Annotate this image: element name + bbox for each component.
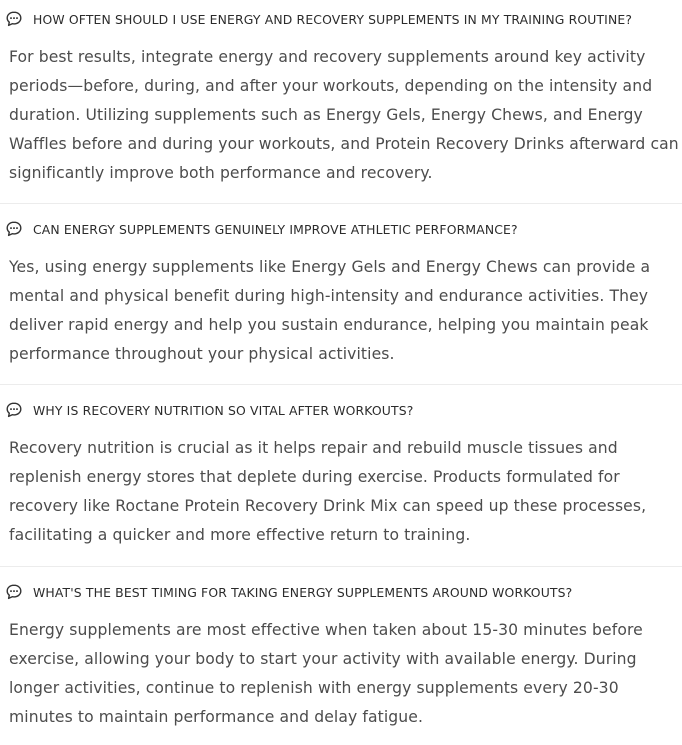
chat-bubble-icon	[5, 401, 23, 419]
faq-item	[0, 204, 682, 385]
chat-bubble-icon	[5, 10, 23, 28]
faq-question-text: CAN ENERGY SUPPLEMENTS GENUINELY IMPROVE ATHLETIC PERFORMANCE?	[33, 221, 518, 237]
chat-bubble-icon	[5, 583, 23, 601]
faq-question-text: HOW OFTEN SHOULD I USE ENERGY AND RECOVERY SUPPLEMENTS IN MY TRAINING ROUTINE?	[33, 11, 633, 27]
faq-question[interactable]	[5, 219, 518, 239]
faq-item	[0, 567, 682, 745]
chat-bubble-icon	[5, 220, 23, 238]
faq-answer: Yes, using energy supplements like Energy Gels and Energy Chews can provide a mental and physical benefit during high-intensity and endurance activities. They deliver rapid energy and help you sustain endurance, helping you maintain peak performance throughout your physical activities.	[9, 258, 651, 363]
faq-answer: Energy supplements are most effective when taken about 15-30 minutes before exercise, allowing your body to start your activity with available energy. During longer activities, continue to replenish with energy supplements every 20-30 minutes to maintain performance and delay fatigue.	[9, 621, 643, 726]
faq-item	[0, 0, 682, 204]
faq-item	[0, 385, 682, 567]
faq-question-text: WHAT'S THE BEST TIMING FOR TAKING ENERGY SUPPLEMENTS AROUND WORKOUTS?	[33, 584, 573, 600]
faq-answer: For best results, integrate energy and recovery supplements around key activity periods—before, during, and after your workouts, depending on the intensity and duration. Utilizing supplements such as Energy Gels, Energy Chews, and Energy Waffles before and during your workouts, and Protein Recovery Drinks afterward can significantly improve both performance and recovery.	[9, 48, 679, 182]
faq-answer: Recovery nutrition is crucial as it helps repair and rebuild muscle tissues and replenish energy stores that deplete during exercise. Products formulated for recovery like Roctane Protein Recovery Drink Mix can speed up these processes, facilitating a quicker and more effective return to training.	[9, 439, 647, 544]
faq-question[interactable]	[5, 582, 572, 602]
faq-question[interactable]	[5, 400, 413, 420]
faq-question[interactable]	[5, 9, 632, 29]
faq-question-text: WHY IS RECOVERY NUTRITION SO VITAL AFTER WORKOUTS?	[33, 402, 414, 418]
